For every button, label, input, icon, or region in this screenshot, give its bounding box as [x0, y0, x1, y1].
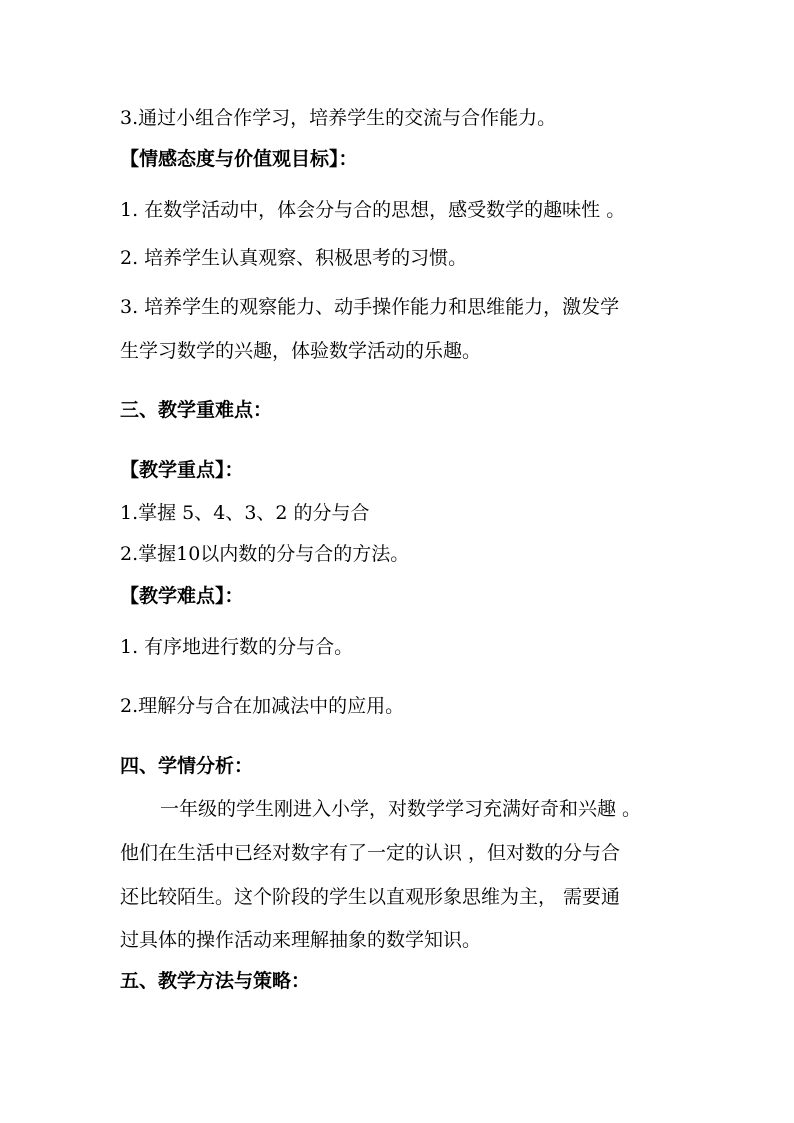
difficult-points-heading: 【教学难点】：: [120, 585, 244, 607]
section-heading-key-difficult: 三、教学重难点：: [120, 399, 273, 421]
key-point-2: 2.掌握10以内数的分与合的方法。: [120, 543, 410, 565]
section-heading-methods: 五、教学方法与策略：: [120, 970, 311, 992]
analysis-paragraph-line-4: 过具体的操作活动来理解抽象的数学知识。: [120, 929, 482, 951]
ability-goal-3: 3.通过小组合作学习，培养学生的交流与合作能力。: [120, 107, 557, 129]
emotion-goal-3-line-1: 3. 培养学生的观察能力、动手操作能力和思维能力，激发学: [120, 296, 620, 318]
analysis-paragraph-line-2: 他们在生活中已经对数字有了一定的认识 ，但对数的分与合: [120, 842, 621, 864]
emotion-goal-3-line-2: 生学习数学的兴趣，体验数学活动的乐趣。: [120, 340, 482, 362]
emotion-values-heading: 【情感态度与价值观目标】：: [120, 148, 358, 170]
difficult-point-2: 2.理解分与合在加减法中的应用。: [120, 695, 405, 717]
key-point-1: 1.掌握 5、4、3、2 的分与合: [120, 502, 370, 524]
key-points-heading: 【教学重点】：: [120, 459, 244, 481]
difficult-point-1: 1. 有序地进行数的分与合。: [120, 636, 354, 658]
analysis-paragraph-line-1: 一年级的学生刚进入小学，对数学学习充满好奇和兴趣 。: [160, 798, 642, 820]
analysis-paragraph-line-3: 还比较陌生。这个阶段的学生以直观形象思维为主， 需要通: [120, 886, 621, 908]
emotion-goal-1: 1. 在数学活动中，体会分与合的思想，感受数学的趣味性 。: [120, 199, 626, 221]
emotion-goal-2: 2. 培养学生认真观察、积极思考的习惯。: [120, 247, 468, 269]
section-heading-student-analysis: 四、学情分析：: [120, 755, 254, 777]
